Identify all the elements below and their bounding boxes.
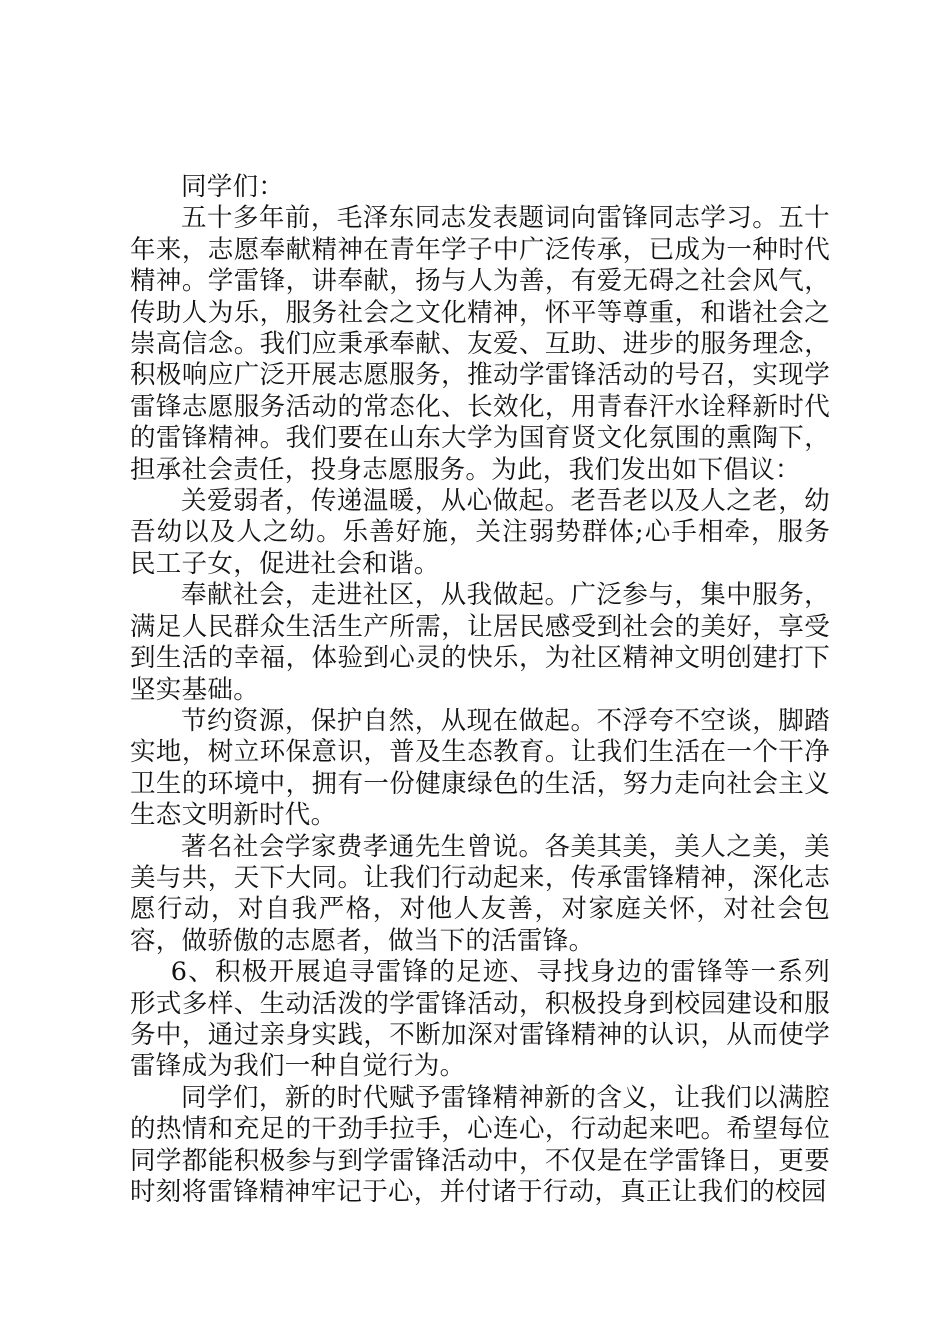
intro-paragraph: 五十多年前，毛泽东同志发表题词向雷锋同志学习。五十年来，志愿奉献精神在青年学子中广泛传承，已成为一种时代精神。学雷锋，讲奉献，扬与人为善，有爱无碍之社会风气，传助人为乐，服务社会之文化精神，怀平等尊重，和谐社会之崇高信念。我们应秉承奉献、友爱、互助、进步的服务理念，积极响应广泛开展志愿服务，推动学雷锋活动的号召，实现学雷锋志愿服务活动的常态化、长效化，用青春汗水诠释新时代的雷锋精神。我们要在山东大学为国育贤文化氛围的熏陶下，担承社会责任，投身志愿服务。为此，我们发出如下倡议：: [130, 203, 830, 485]
numbered-item-paragraph: 6、积极开展追寻雷锋的足迹、寻找身边的雷锋等一系列形式多样、生动活泼的学雷锋活动，积极投身到校园建设和服务中，通过亲身实践，不断加深对雷锋精神的认识，从而使学雷锋成为我们一种自觉行为。: [130, 957, 830, 1082]
proposal-care-paragraph: 关爱弱者，传递温暖，从心做起。老吾老以及人之老，幼吾幼以及人之幼。乐善好施，关注弱势群体;心手相牵，服务民工子女，促进社会和谐。: [130, 486, 830, 579]
closing-paragraph: 同学们，新的时代赋予雷锋精神新的含义，让我们以满腔的热情和充足的干劲手拉手，心连心，行动起来吧。希望每位同学都能积极参与到学雷锋活动中，不仅是在学雷锋日，更要时刻将雷锋精神牢记于心，并付诸于行动，真正让我们的校园: [130, 1082, 830, 1207]
proposal-community-paragraph: 奉献社会，走进社区，从我做起。广泛参与，集中服务，满足人民群众生活生产所需，让居民感受到社会的美好，享受到生活的幸福，体验到心灵的快乐，为社区精神文明创建打下坚实基础。: [130, 580, 830, 705]
greeting-paragraph: 同学们：: [181, 172, 285, 202]
proposal-nature-paragraph: 节约资源，保护自然，从现在做起。不浮夸不空谈，脚踏实地，树立环保意识，普及生态教育。让我们生活在一个干净卫生的环境中，拥有一份健康绿色的生活，努力走向社会主义生态文明新时代。: [130, 705, 830, 831]
quote-paragraph: 著名社会学家费孝通先生曾说。各美其美，美人之美，美美与共，天下大同。让我们行动起来，传承雷锋精神，深化志愿行动，对自我严格，对他人友善，对家庭关怀，对社会包容，做骄傲的志愿者，做当下的活雷锋。: [130, 831, 830, 956]
document-body: [130, 172, 830, 1208]
